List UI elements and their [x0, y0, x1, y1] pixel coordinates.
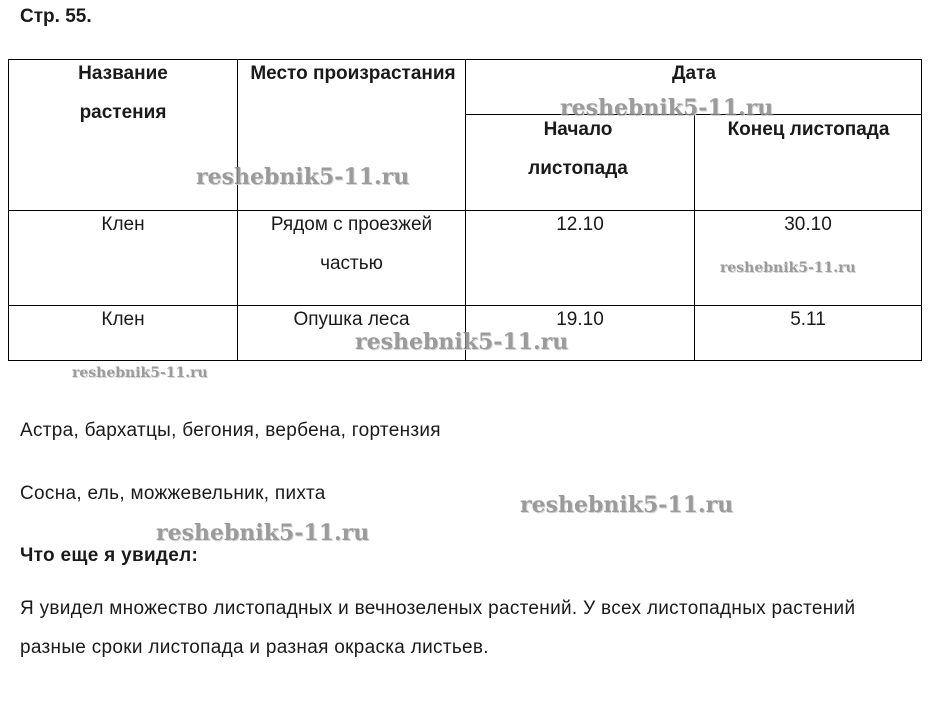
row2-end: 5.11 [790, 309, 826, 330]
row2-plant: Клен [101, 309, 145, 330]
row2-place: Опушка леса [293, 309, 410, 330]
watermark: reshebnik5-11.ru [355, 329, 569, 355]
leaf-fall-table [8, 59, 922, 361]
conifers-line: Сосна, ель, можжевельник, пихта [20, 483, 326, 504]
header-place: Место произрастания [250, 63, 456, 84]
row1-plant: Клен [101, 214, 145, 235]
row2-start: 19.10 [556, 309, 604, 330]
seen-paragraph: Я увидел множество листопадных и вечнозеленых растений. У всех листопадных растений разные сроки листопада и разная окраска листьев. [20, 598, 856, 658]
watermark: reshebnik5-11.ru [196, 164, 410, 190]
watermark: reshebnik5-11.ru [720, 260, 856, 276]
header-plant-name: Название растения [78, 63, 168, 123]
page-title: Стр. 55. [20, 6, 92, 27]
row1-place: Рядом с проезжей частью [270, 214, 433, 274]
watermark: reshebnik5-11.ru [156, 520, 370, 546]
header-leaf-fall-end: Конец листопада [727, 119, 890, 140]
header-leaf-fall-start: Начало листопада [528, 119, 628, 179]
watermark: reshebnik5-11.ru [520, 492, 734, 518]
table-border-right [921, 59, 922, 361]
watermark: reshebnik5-11.ru [560, 95, 774, 121]
watermark: reshebnik5-11.ru [72, 365, 208, 381]
flowers-line: Астра, бархатцы, бегония, вербена, гортензия [20, 420, 441, 441]
row1-start: 12.10 [556, 214, 604, 235]
header-date: Дата [672, 63, 716, 84]
row1-end: 30.10 [784, 214, 832, 235]
seen-heading: Что еще я увидел: [20, 545, 199, 566]
